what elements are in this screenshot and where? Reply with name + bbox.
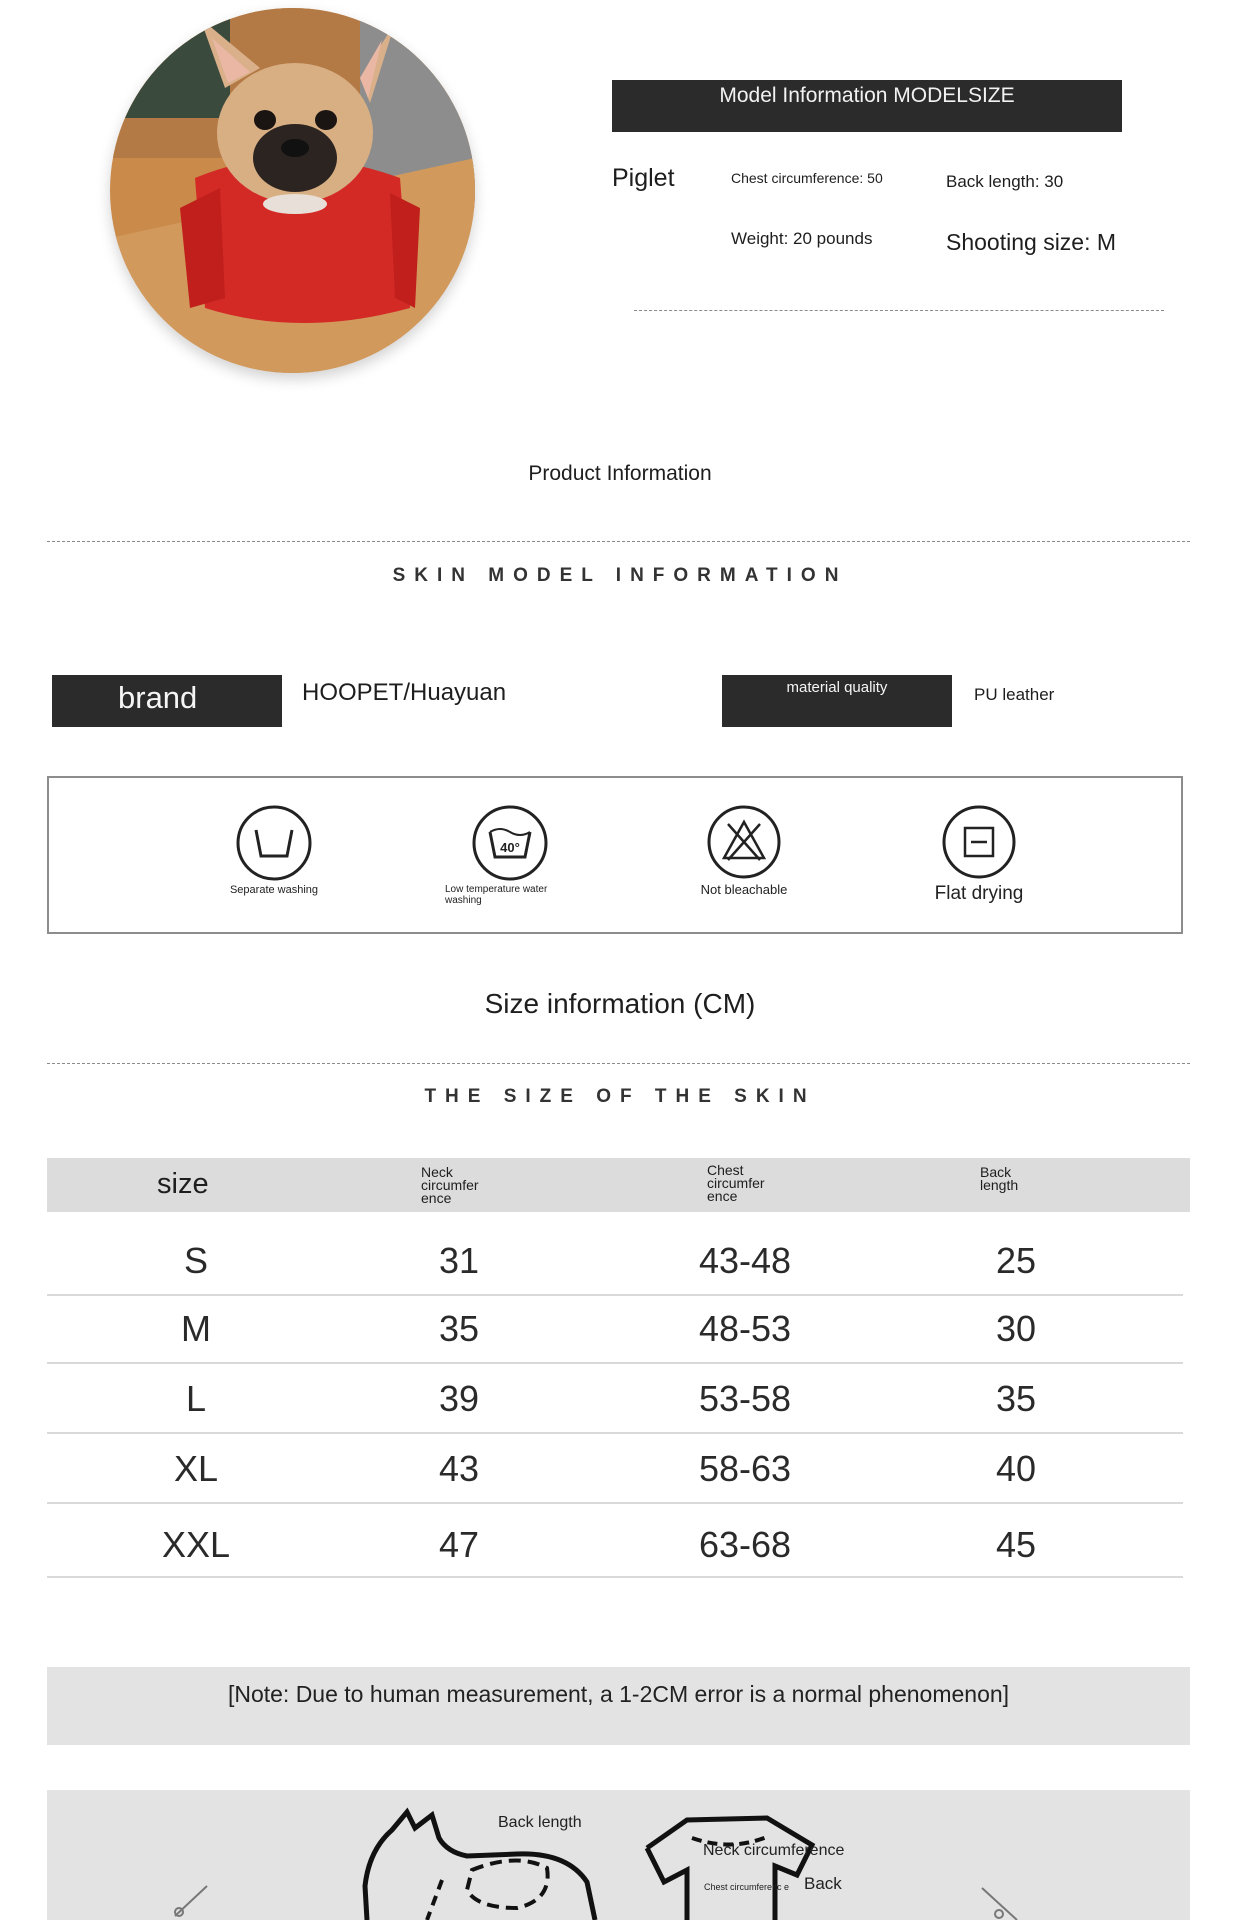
cell-neck: 35 xyxy=(438,1308,480,1349)
model-info-header: Model Information MODELSIZE xyxy=(612,80,1122,132)
size-info-subtitle: THE SIZE OF THE SKIN xyxy=(424,1086,816,1107)
model-shooting-size: Shooting size: M xyxy=(946,229,1117,255)
diagram-back: Back xyxy=(804,1874,842,1893)
washing-basin-icon xyxy=(235,804,313,882)
care-label: Not bleachable xyxy=(700,882,788,897)
diagram-chest: Chest circumferenc e xyxy=(704,1882,790,1892)
cell-chest: 63-68 xyxy=(698,1524,792,1565)
cell-neck: 39 xyxy=(438,1378,480,1419)
size-divider xyxy=(47,1063,1190,1064)
cell-size: M xyxy=(181,1308,211,1349)
dog-measurement-illustration xyxy=(47,1790,1190,1920)
care-flat-drying xyxy=(864,804,1094,905)
material-value: PU leather xyxy=(974,685,1055,704)
header-neck: Neck circumfer ence xyxy=(421,1164,479,1206)
cell-neck: 31 xyxy=(438,1240,480,1281)
cell-size: XXL xyxy=(161,1524,231,1565)
diagram-back-length: Back length xyxy=(498,1814,582,1831)
model-chest: Chest circumference: 50 xyxy=(731,170,883,186)
care-low-temp-washing xyxy=(395,804,625,906)
care-label: Low temperature water washing xyxy=(445,884,548,906)
size-table-header xyxy=(47,1158,1190,1212)
cell-chest: 48-53 xyxy=(698,1308,792,1349)
material-label: material quality xyxy=(722,675,952,727)
model-back-length: Back length: 30 xyxy=(946,172,1064,191)
cell-neck: 47 xyxy=(438,1524,480,1565)
cell-back: 40 xyxy=(995,1448,1037,1489)
care-separate-washing xyxy=(159,804,389,896)
model-weight: Weight: 20 pounds xyxy=(731,229,873,248)
note-text: [Note: Due to human measurement, a 1-2CM error is a normal phenomenon] xyxy=(227,1681,1010,1707)
cell-back: 35 xyxy=(995,1378,1037,1419)
table-row xyxy=(47,1226,1183,1296)
model-divider xyxy=(634,310,1164,311)
cell-size: S xyxy=(183,1240,208,1281)
table-row xyxy=(47,1508,1183,1578)
model-name: Piglet xyxy=(612,164,675,192)
measurement-diagram xyxy=(47,1790,1190,1920)
cell-chest: 58-63 xyxy=(698,1448,792,1489)
cell-size: XL xyxy=(173,1448,219,1489)
care-instructions xyxy=(47,776,1183,934)
header-size: size xyxy=(157,1168,209,1200)
care-not-bleachable xyxy=(629,804,859,897)
size-info-title: Size information (CM) xyxy=(484,988,756,1019)
measurement-note xyxy=(47,1667,1190,1745)
table-row xyxy=(47,1364,1183,1434)
cell-back: 30 xyxy=(995,1308,1037,1349)
care-label: Separate washing xyxy=(229,884,319,896)
cell-back: 45 xyxy=(995,1524,1037,1565)
brand-label: brand xyxy=(52,675,282,727)
care-label: Flat drying xyxy=(934,883,1024,904)
header-chest: Chest circumfer ence xyxy=(707,1162,765,1204)
table-row xyxy=(47,1294,1183,1364)
cell-chest: 53-58 xyxy=(698,1378,792,1419)
cell-chest: 43-48 xyxy=(698,1240,792,1281)
no-bleach-icon xyxy=(706,804,782,880)
wash-temperature-text: 40° xyxy=(500,840,520,855)
product-divider xyxy=(47,541,1190,542)
product-info-subtitle: SKIN MODEL INFORMATION xyxy=(392,565,848,586)
cell-size: L xyxy=(185,1378,207,1419)
product-info-title: Product Information xyxy=(528,462,712,485)
cell-back: 25 xyxy=(995,1240,1037,1281)
flat-dry-icon xyxy=(941,804,1017,880)
cell-neck: 43 xyxy=(438,1448,480,1489)
model-dog-photo xyxy=(110,8,475,373)
brand-value: HOOPET/Huayuan xyxy=(302,679,507,706)
header-back: Back length xyxy=(980,1164,1019,1193)
wash-40-icon xyxy=(471,804,549,882)
table-row xyxy=(47,1434,1183,1504)
diagram-neck-circumference: Neck circumference xyxy=(703,1842,845,1859)
